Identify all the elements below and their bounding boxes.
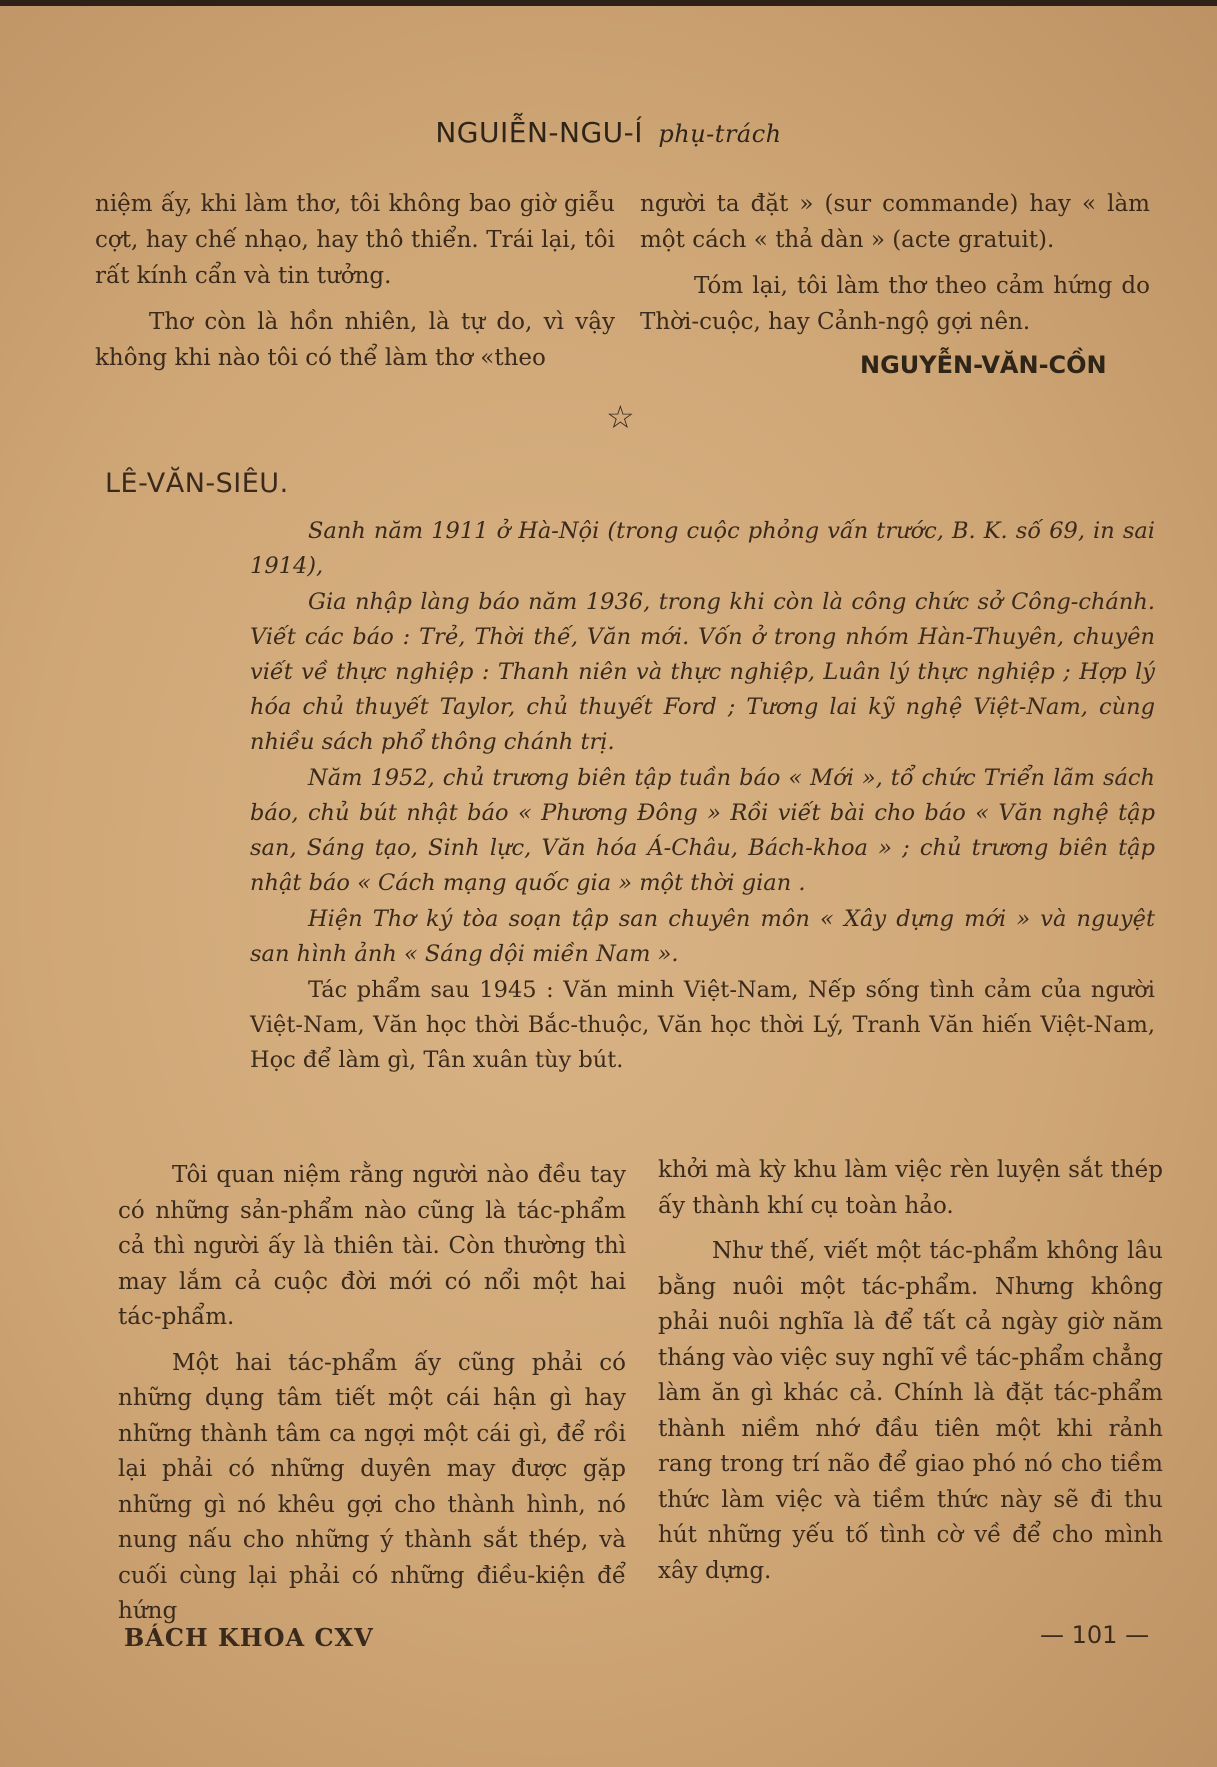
bio-paragraph: Sanh năm 1911 ở Hà-Nội (trong cuộc phỏng vấn trước, B. K. số 69, in sai 1914),	[250, 518, 1155, 579]
paragraph: niệm ấy, khi làm thơ, tôi không bao giờ giễu cợt, hay chế nhạo, hay thô thiển. Trái lại, tôi rất kính cẩn và tin tưởng.	[95, 191, 615, 289]
paragraph: Tôi quan niệm rằng người nào đều tay có những sản-phẩm nào cũng là tác-phẩm cả thì người ấy là thiên tài. Còn thường thì may lắm cả cuộc đời mới có nổi một hai tác-phẩm.	[118, 1162, 626, 1330]
paragraph: người ta đặt » (sur commande) hay « làm một cách « thả dàn » (acte gratuit).	[640, 191, 1150, 253]
star-separator-icon: ☆	[606, 398, 635, 436]
page-header	[0, 116, 1217, 149]
paragraph: Tóm lại, tôi làm thơ theo cảm hứng do Thời-cuộc, hay Cảnh-ngộ gợi nên.	[640, 273, 1150, 335]
page-number: — 101 —	[1040, 1621, 1150, 1649]
author-signature: NGUYỄN-VĂN-CỒN	[860, 351, 1107, 379]
bio-paragraph: Gia nhập làng báo năm 1936, trong khi còn là công chức sở Công-chánh. Viết các báo : Trẻ, Thời thế, Văn mới. Vốn ở trong nhóm Hàn-Thuyên, chuyên viết về thực nghiệp : Thanh niên và thực nghiệp, Luân lý thực nghiệp ; Hợp lý hóa chủ thuyết Taylor, chủ thuyết Ford ; Tương lai kỹ nghệ Việt-Nam, cùng nhiều sách phổ thông chánh trị.	[250, 589, 1155, 755]
bio-paragraph: Hiện Thơ ký tòa soạn tập san chuyên môn « Xây dựng mới » và nguyệt san hình ảnh « Sáng dội miền Nam ».	[250, 906, 1155, 967]
magazine-footer: BÁCH KHOA CXV	[124, 1623, 374, 1652]
header-role: phụ-trách	[658, 120, 782, 148]
paragraph: Một hai tác-phẩm ấy cũng phải có những dụng tâm tiết một cái hận gì hay những thành tâm ca ngợi một cái gì, để rồi lại phải có những duyên may được gặp những gì nó khêu gợi cho thành hình, nó nung nấu cho những ý thành sắt thép, và cuối cùng lại phải có những điều-kiện để hứng	[118, 1349, 626, 1624]
author-biography	[250, 514, 1155, 1079]
paragraph: Thơ còn là hồn nhiên, là tự do, vì vậy không khi nào tôi có thể làm thơ «theo	[95, 309, 615, 371]
header-author: NGUIỄN-NGU-Í	[435, 116, 643, 149]
paragraph: Như thế, viết một tác-phẩm không lâu bằng nuôi một tác-phẩm. Nhưng không phải nuôi nghĩa là để tất cả ngày giờ năm tháng vào việc suy nghĩ về tác-phẩm chẳng làm ăn gì khác cả. Chính là đặt tác-phẩm thành niềm nhớ đầu tiên một khi rảnh rang trong trí não để giao phó nó cho tiềm thức làm việc và tiềm thức này sẽ đi thu hút những yếu tố tình cờ về để cho mình xây dựng.	[658, 1238, 1163, 1584]
section3-left-column	[118, 1158, 626, 1640]
section-author-name: LÊ-VĂN-SIÊU.	[105, 468, 289, 499]
bio-paragraph: Tác phẩm sau 1945 : Văn minh Việt-Nam, Nếp sống tình cảm của người Việt-Nam, Văn học thời Bắc-thuộc, Văn học thời Lý, Tranh Văn hiến Việt-Nam, Học để làm gì, Tân xuân tùy bút.	[250, 977, 1155, 1073]
section1-right-column	[640, 186, 1150, 350]
section1-left-column	[95, 186, 615, 386]
paragraph: khởi mà kỳ khu làm việc rèn luyện sắt thép ấy thành khí cụ toàn hảo.	[658, 1157, 1163, 1219]
bio-paragraph: Năm 1952, chủ trương biên tập tuần báo « Mới », tổ chức Triển lãm sách báo, chủ bút nhật báo « Phương Đông » Rồi viết bài cho báo « Văn nghệ tập san, Sáng tạo, Sinh lực, Văn hóa Á-Châu, Bách-khoa » ; chủ trương biên tập nhật báo « Cách mạng quốc gia » một thời gian .	[250, 765, 1155, 896]
section3-right-column	[658, 1153, 1163, 1599]
